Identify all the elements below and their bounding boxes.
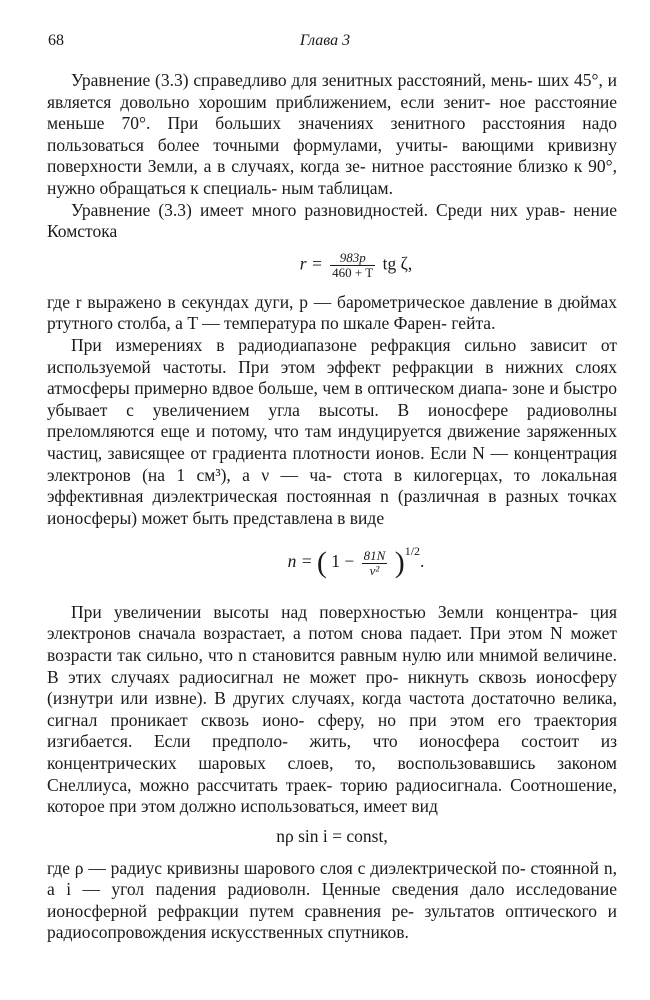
formula-permittivity-open-paren: ( (316, 546, 327, 580)
running-head: Глава 3 (299, 32, 351, 49)
paragraph-3: где r выражено в секундах дуги, p — барометрическое давление в дюймах ртутного столба, а T — температура по шкале Фарен- гейта. (47, 291, 617, 334)
formula-permittivity-numerator: 81N (363, 547, 386, 563)
paragraph-2: Уравнение (3.3) имеет много разновидностей. Среди них урав- нение Комстока (47, 199, 617, 242)
page-body (47, 70, 617, 944)
formula-permittivity (95, 539, 617, 580)
formula-comstock-lhs: r = (299, 253, 323, 274)
page-header (48, 32, 602, 52)
formula-comstock-numerator: 983p (330, 251, 375, 266)
formula-permittivity-fraction (362, 549, 388, 578)
formula-permittivity-inner: 1 − (331, 551, 355, 572)
formula-comstock-fraction (330, 251, 375, 280)
formula-comstock (95, 251, 617, 280)
paragraph-1: Уравнение (3.3) справедливо для зенитных расстояний, мень- ших 45°, и является довольно хорошим приближением, если зенит- ное расстояние меньше 70°. При больших значениях зенитного расстояния надо пользоваться более точными формулами, учиты- вающими кривизну поверхности Земли, а в случаях, когда зе- нитное расстояние близко к 90°, нужно обращаться к специаль- ным таблицам. (47, 70, 617, 198)
paragraph-5: При увеличении высоты над поверхностью Земли концентра- ция электронов сначала возрастает, а потом снова падает. При этом N может возрасти так сильно, что n становится равным нулю или мнимой величине. В этих случаях радиосигнал не может про- никнуть сквозь ионосферу (изнутри или извне). В других случаях, когда частота достаточно велика, сигнал проникает сквозь ионо- сферу, но при этом его траектория изгибается. Если предполо- жить, что ионосфера состоит из концентрических шаровых слоев, то, воспользовавшись законом Снеллиуса, можно рассчитать траек- торию радиосигнала. Соотношение, которое при этом должно использоваться, имеет вид (47, 601, 617, 817)
formula-permittivity-lhs: n = (287, 551, 313, 572)
page-number: 68 (48, 32, 64, 49)
formula-permittivity-close-paren: ) (394, 546, 405, 580)
formula-permittivity-end: . (420, 551, 425, 572)
formula-comstock-denominator: 460 + T (332, 264, 374, 280)
formula-permittivity-exponent: 1/2 (404, 544, 421, 559)
paragraph-6: где ρ — радиус кривизны шарового слоя с диэлектрической по- стоянной n, а i — угол падения радиоволн. Ценные сведения дало исследование ионосферной рефракции путем сравнения ре- зультатов оптического и радиосопровождения искусственных спутников. (47, 857, 617, 943)
formula-comstock-rhs: tg ζ, (382, 253, 413, 274)
paragraph-4: При измерениях в радиодиапазоне рефракция сильно зависит от используемой частоты. При этом эффект рефракции в нижних слоях атмосферы примерно вдвое больше, чем в оптическом диапа- зоне и быстро убывает с увеличением угла высоты. В ионосфере радиоволны преломляются еще и потому, что там индуцируется движение заряженных частиц, зависящее от градиента плотности ионов. Если N — концентрация электронов (на 1 см³), а ν — ча- стота в килогерцах, то локальная эффективная диэлектрическая постоянная n (различная в разных точках ионосферы) может быть представлена в виде (47, 334, 617, 528)
formula-permittivity-denominator: ν² (369, 562, 380, 578)
formula-snell: nρ sin i = const, (276, 825, 388, 846)
